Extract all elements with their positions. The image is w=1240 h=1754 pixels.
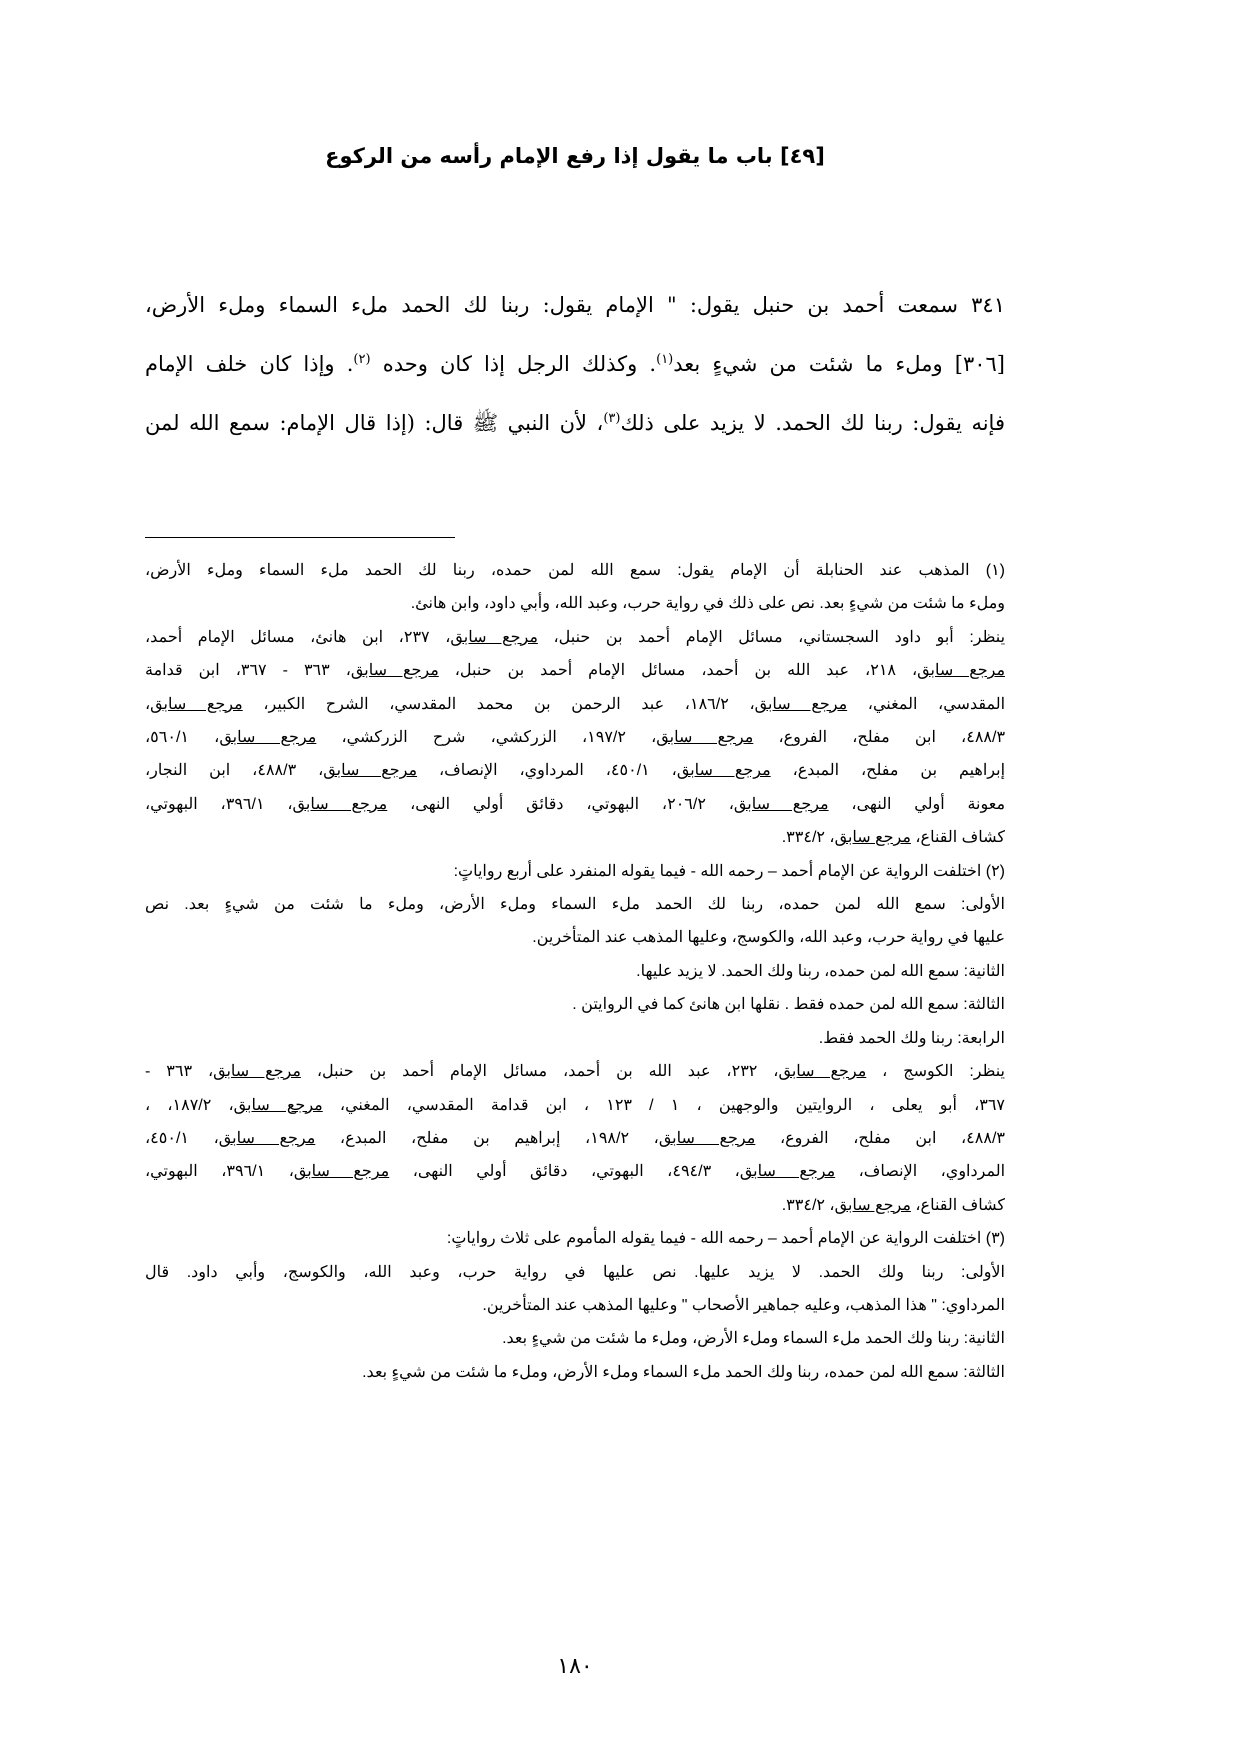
chapter-title: [٤٩] باب ما يقول إذا رفع الإمام رأسه من الركوع	[325, 144, 825, 168]
footnote-1-line: إبراهيم بن مفلح، المبدع، مرجع سابق، ٤٥٠/١، المرداوي، الإنصاف، مرجع سابق، ٤٨٨/٣، ابن النجار،	[145, 762, 1005, 780]
reference-link[interactable]: مرجع سابق	[834, 1196, 911, 1214]
reference-link[interactable]: مرجع سابق	[450, 628, 538, 646]
main-text	[145, 276, 1005, 453]
main-line: فإنه يقول: ربنا لك الحمد. لا يزيد على ذلك$^{(٣)}$، لأن النبي ﷺ قال: (إذا قال الإمام: سمع الله لمن	[145, 411, 1005, 435]
footnote-2-line: (٢) اختلفت الرواية عن الإمام أحمد – رحمه الله - فيما يقوله المنفرد على أربع رواياتٍ:	[453, 862, 1005, 880]
reference-link[interactable]: مرجع سابق	[834, 829, 911, 847]
reference-link[interactable]: مرجع سابق	[676, 762, 771, 780]
footnote-separator	[145, 537, 455, 538]
footnote-1-line: المقدسي، المغني، مرجع سابق، ١٨٦/٢، عبد الرحمن بن محمد المقدسي، الشرح الكبير، مرجع سابق،	[145, 695, 1005, 713]
reference-link[interactable]: مرجع سابق	[917, 662, 1005, 680]
reference-link[interactable]: مرجع سابق	[218, 1129, 316, 1147]
footnote-1-line: كشاف القناع، مرجع سابق، ٣٣٤/٢.	[781, 829, 1005, 847]
footnote-3-line: (٣) اختلفت الرواية عن الإمام أحمد – رحمه الله - فيما يقوله المأموم على ثلاث رواياتٍ:	[446, 1230, 1005, 1248]
footnote-2-line: كشاف القناع، مرجع سابق، ٣٣٤/٢.	[781, 1196, 1005, 1214]
main-line: ٣٤١ سمعت أحمد بن حنبل يقول: " الإمام يقول: ربنا لك الحمد ملء السماء وملء الأرض،	[145, 293, 1005, 317]
reference-link[interactable]: مرجع سابق	[656, 729, 754, 747]
reference-link[interactable]: مرجع سابق	[292, 795, 388, 813]
reference-link[interactable]: مرجع سابق	[150, 695, 243, 713]
footnote-1-line: ٤٨٨/٣، ابن مفلح، الفروع، مرجع سابق، ١٩٧/٢، الزركشي، شرح الزركشي، مرجع سابق، ٥٦٠/١،	[145, 729, 1005, 747]
main-line: [٣٠٦] وملء ما شئت من شيءٍ بعد$^{(١)}$. وكذلك الرجل إذا كان وحده $^{(٢)}$. وإذا كان خلف الإمام	[145, 352, 1005, 376]
footnote-2-line: ٤٨٨/٣، ابن مفلح، الفروع، مرجع سابق، ١٩٨/٢، إبراهيم بن مفلح، المبدع، مرجع سابق، ٤٥٠/١،	[145, 1129, 1005, 1147]
reference-link[interactable]: مرجع سابق	[778, 1063, 867, 1081]
footnotes	[145, 554, 1005, 1389]
footnote-1-line: ينظر: أبو داود السجستاني، مسائل الإمام أحمد بن حنبل، مرجع سابق، ٢٣٧، ابن هانئ، مسائل الإمام أحمد،	[145, 628, 1005, 646]
footnote-3-line: الأولى: ربنا ولك الحمد. لا يزيد عليها. نص عليها في رواية حرب، وعبد الله، والكوسج، وأبي داود. قال	[145, 1263, 1005, 1281]
footnote-marker[interactable]: (٢)	[353, 352, 371, 367]
reference-link[interactable]: مرجع سابق	[754, 695, 848, 713]
reference-link[interactable]: مرجع سابق	[733, 795, 829, 813]
reference-link[interactable]: مرجع سابق	[219, 729, 317, 747]
reference-link[interactable]: مرجع سابق	[293, 1163, 390, 1181]
reference-link[interactable]: مرجع سابق	[739, 1163, 836, 1181]
page-number: ١٨٠	[557, 1654, 593, 1679]
footnote-2-line: عليها في رواية حرب، وعبد الله، والكوسج، وعليها المذهب عند المتأخرين.	[532, 929, 1005, 947]
footnote-2-line: ٣٦٧، أبو يعلى ، الروايتين والوجهين ، ١ / ١٢٣ ، ابن قدامة المقدسي، المغني، مرجع سابق، ١٨٧/٢، ،	[145, 1096, 1005, 1114]
footnote-1-line: (١) المذهب عند الحنابلة أن الإمام يقول: سمع الله لمن حمده، ربنا لك الحمد ملء السماء وملء الأرض،	[145, 562, 1005, 579]
footnote-3-line: المرداوي: " هذا المذهب، وعليه جماهير الأصحاب " وعليها المذهب عند المتأخرين.	[482, 1296, 1005, 1314]
footnote-marker[interactable]: (٣)	[603, 411, 621, 426]
footnote-2-line: الثانية: سمع الله لمن حمده، ربنا ولك الحمد. لا يزيد عليها.	[636, 962, 1005, 980]
reference-link[interactable]: مرجع سابق	[233, 1096, 323, 1114]
footnote-1-line: مرجع سابق، ٢١٨، عبد الله بن أحمد، مسائل الإمام أحمد بن حنبل، مرجع سابق، ٣٦٣ - ٣٦٧، ابن قدامة	[145, 662, 1005, 680]
footnote-2-line: المرداوي، الإنصاف، مرجع سابق، ٤٩٤/٣، البهوتي، دقائق أولي النهى، مرجع سابق، ٣٩٦/١، البهوتي،	[145, 1163, 1005, 1181]
footnote-2-line: الثالثة: سمع الله لمن حمده فقط . نقلها ابن هانئ كما في الروايتن .	[572, 996, 1005, 1014]
reference-link[interactable]: مرجع سابق	[323, 762, 418, 780]
reference-link[interactable]: مرجع سابق	[658, 1129, 756, 1147]
footnote-2-line: ينظر: الكوسج ، مرجع سابق، ٢٣٢، عبد الله بن أحمد، مسائل الإمام أحمد بن حنبل، مرجع سابق، ٣٦٣ -	[145, 1063, 1005, 1081]
footnote-1-line: معونة أولي النهى، مرجع سابق، ٢٠٦/٢، البهوتي، دقائق أولي النهى، مرجع سابق، ٣٩٦/١، البهوتي،	[145, 795, 1005, 813]
reference-link[interactable]: مرجع سابق	[350, 662, 439, 680]
footnote-2-line: الأولى: سمع الله لمن حمده، ربنا لك الحمد ملء السماء وملء الأرض، وملء ما شئت من شيءٍ بعد. نص	[145, 896, 1005, 914]
footnote-2-line: الرابعة: ربنا ولك الحمد فقط.	[818, 1029, 1005, 1047]
footnote-3-line: الثالثة: سمع الله لمن حمده، ربنا ولك الحمد ملء السماء وملء الأرض، وملء ما شئت من شيءٍ بعد.	[362, 1363, 1005, 1381]
reference-link[interactable]: مرجع سابق	[213, 1063, 301, 1081]
footnote-marker[interactable]: (١)	[656, 352, 674, 367]
footnote-3-line: الثانية: ربنا ولك الحمد ملء السماء وملء الأرض، وملء ما شئت من شيءٍ بعد.	[502, 1330, 1005, 1348]
footnote-1-line: وملء ما شئت من شيءٍ بعد. نص على ذلك في رواية حرب، وعبد الله، وأبي داود، وابن هانئ.	[410, 595, 1005, 613]
document-page	[145, 0, 1005, 1754]
